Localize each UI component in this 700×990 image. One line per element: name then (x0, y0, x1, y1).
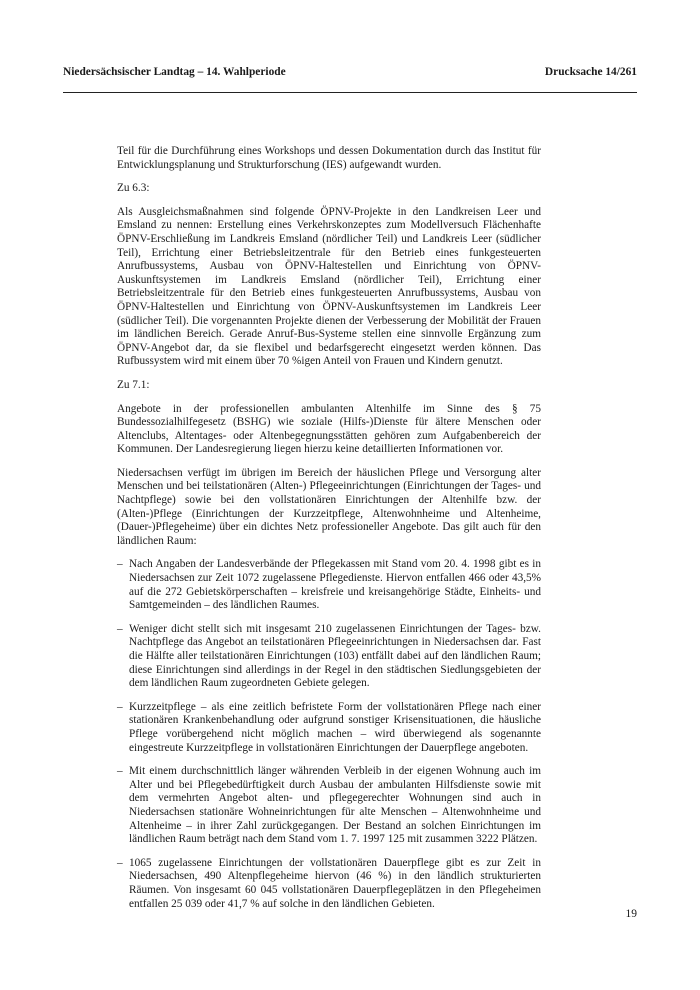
page-number: 19 (625, 908, 637, 920)
dash-bullet: – (117, 622, 123, 635)
list-item-text: Nach Angaben der Landesverbände der Pflegekassen mit Stand vom 20. 4. 1998 gibt es in Niedersachsen zur Zeit 1072 zugelassene Pflegedienste. Hiervon entfallen 466 oder 43,5% auf die 272 Gebietskörperschaften – kreisfreie und kreisangehörige Städte, Einheits- und Samtgemeinden – des ländlichen Raumes. (129, 558, 541, 612)
section-heading: Zu 7.1: (117, 378, 150, 391)
dash-bullet: – (117, 856, 123, 869)
dash-bullet: – (117, 700, 123, 713)
list-item (117, 765, 541, 847)
section-heading: Zu 6.3: (117, 182, 150, 195)
paragraph: Als Ausgleichsmaßnahmen sind folgende ÖPNV-Projekte in den Landkreisen Leer und Emsland zu nennen: Erstellung eines Verkehrskonzeptes zum Modellversuch Flächenhafte ÖPNV-Erschließung im Landkreis Emsland (nördlicher Teil) und Landkreis Leer (südlicher Teil), Errichtung einer Betriebsleitzentrale für den Betrieb eines funkgesteuerten Anrufbussystems, Ausbau von ÖPNV-Haltestellen und Einrichtung von ÖPNV-Auskunftsystemen im Landkreis Emsland (nördlicher Teil), Errichtung einer Betriebsleitzentrale für den Betrieb eines funkgesteuerten Anrufbussystems, Ausbau von ÖPNV-Haltestellen und Einrichtung von ÖPNV-Auskunftsystemen im Landkreis Leer (südlicher Teil). Die vorgenannten Projekte dienen der Verbesserung der Mobilität der Frauen im ländlichen Bereich. Gerade Anruf-Bus-Systeme stellen eine sinnvolle Ergänzung zum ÖPNV-Angebot dar, da sie flexibel und bedarfsgerecht eingesetzt werden können. Das Rufbussystem wird mit einem über 70 %igen Anteil von Frauen und Kindern genutzt. (117, 205, 541, 368)
list-item-text: Weniger dicht stellt sich mit insgesamt 210 zugelassenen Einrichtungen der Tages- bzw. Nachtpflege das Angebot an teilstationären Pflegeeinrichtungen in Niedersachsen dar. Fast die Hälfte aller teilstationären Einrichtungen (103) entfällt dabei auf den ländlichen Raum; diese Einrichtungen sind allerdings in der Regel in den städtischen Siedlungsgebieten der dem ländlichen Raum zugeordneten Gebiete gelegen. (129, 622, 541, 690)
list-item-text: 1065 zugelassene Einrichtungen der vollstationären Dauerpflege gibt es zur Zeit in Niedersachsen, 490 Altenpflegeheime hiervon (46 %) in den ländlich strukturierten Räumen. Von insgesamt 60 045 vollstationären Dauerpflegeplätzen in den Pflegeheimen entfallen 25 039 oder 41,7 % auf solche in den ländlichen Gebieten. (129, 856, 541, 910)
document-number: Drucksache 14/261 (544, 66, 637, 78)
list-item-text: Mit einem durchschnittlich länger währenden Verbleib in der eigenen Wohnung auch im Alter und bei Pflegebedürftigkeit durch Ausbau der ambulanten Hilfsdienste sowie mit dem vermehrten Angebot alten- und pflegegerechter Wohnungen sind auch in Niedersachsen stationäre Wohneinrichtungen für alte Menschen – Altenwohnheime und Altenheime – in ihrer Zahl zurückgegangen. Der Bestand an solchen Einrichtungen im ländlichen Raum beträgt nach dem Stand vom 1. 7. 1997 125 mit zusammen 3222 Plätzen. (129, 765, 541, 846)
bullet-list (117, 558, 541, 911)
paragraph: Angebote in der professionellen ambulanten Altenhilfe im Sinne des § 75 Bundessozialhilfegesetz (BSHG) wie soziale (Hilfs-)Dienste für ältere Menschen oder Altenclubs, Altentages- oder Altenbegegnungsstätten gehören zum Aufgabenbereich der Kommunen. Der Landesregierung liegen hierzu keine detaillierten Informationen vor. (117, 402, 541, 456)
list-item (117, 558, 541, 612)
dash-bullet: – (117, 558, 123, 571)
header-rule (63, 92, 637, 93)
header-title: Niedersächsischer Landtag – 14. Wahlperiode (63, 66, 286, 78)
dash-bullet: – (117, 765, 123, 778)
list-item-text: Kurzzeitpflege – als eine zeitlich befristete Form der vollstationären Pflege nach einer stationären Krankenbehandlung oder aufgrund sonstiger Krisensituationen, die häusliche Pflege vorübergehend nicht möglich machen – wird überwiegend als sogenannte eingestreute Kurzzeitpflege in vollstationären Einrichtungen der Dauerpflege angeboten. (129, 700, 541, 754)
list-item (117, 623, 541, 691)
list-item (117, 701, 541, 755)
document-body (117, 145, 541, 921)
list-item (117, 857, 541, 911)
paragraph: Niedersachsen verfügt im übrigen im Bereich der häuslichen Pflege und Versorgung alter Menschen und bei teilstationären (Alten-) Pflegeeinrichtungen (Einrichtungen der Tages- und Nachtpflege) sowie bei den vollstationären Einrichtungen der Altenhilfe bzw. der (Alten-)Pflege (Einrichtungen der Kurzzeitpflege, Altenwohnheime und Altenheime, (Dauer-)Pflegeheime) über ein dichtes Netz professioneller Angebote. Das gilt auch für den ländlichen Raum: (117, 466, 541, 547)
paragraph: Teil für die Durchführung eines Workshops und dessen Dokumentation durch das Institut für Entwicklungsplanung und Strukturforschung (IES) aufgewandt wurden. (117, 145, 541, 171)
